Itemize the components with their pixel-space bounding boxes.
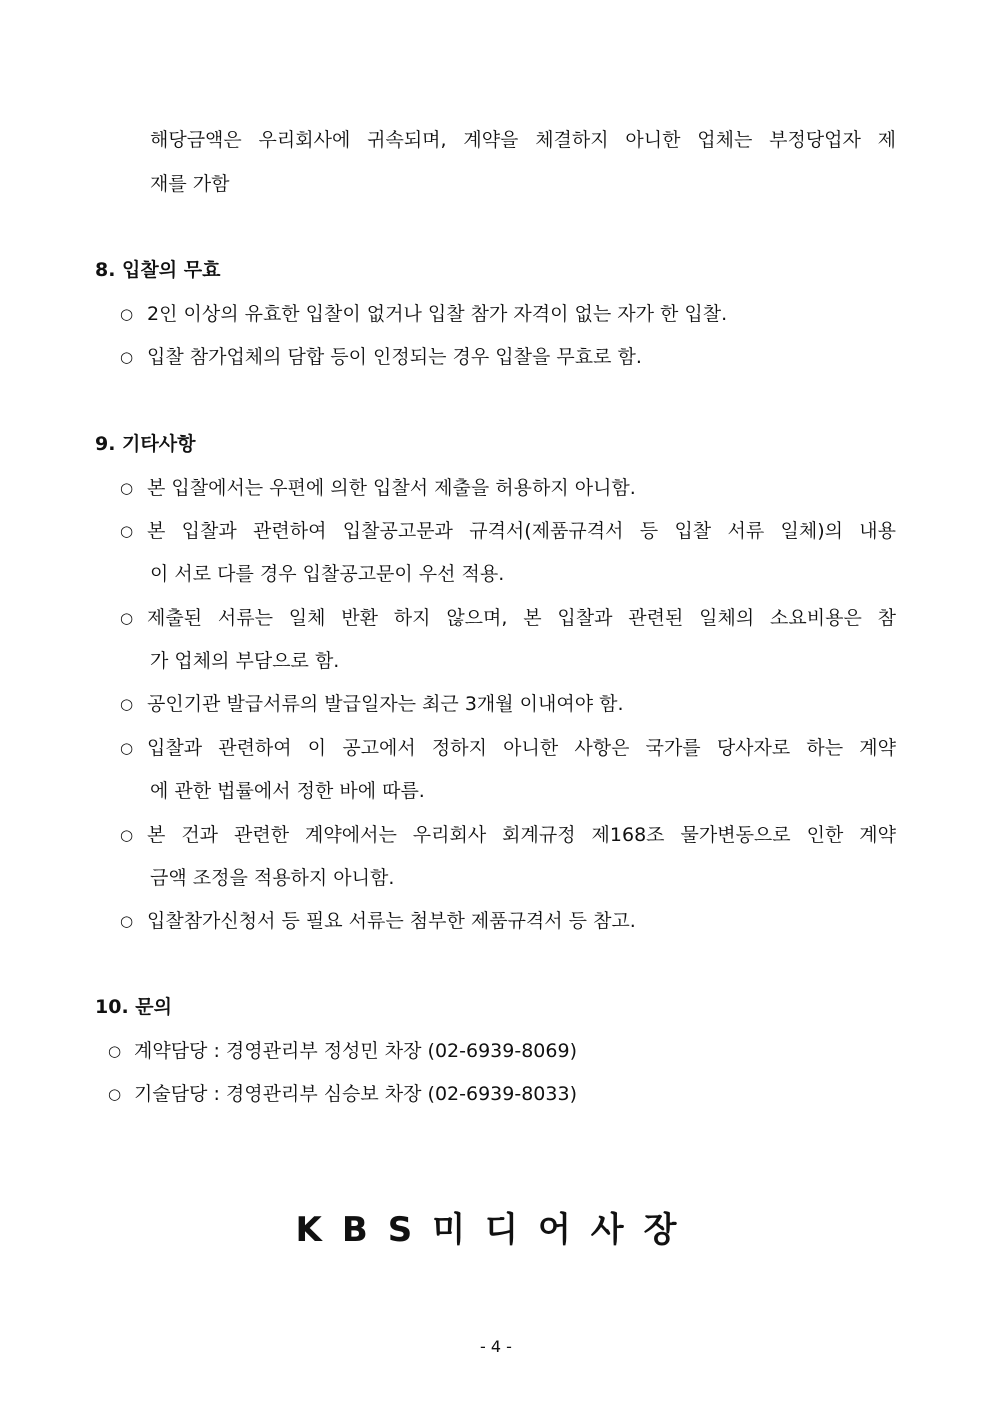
section-9-heading: 9. 기타사항 — [95, 433, 196, 455]
intro-line-2: 재를 가함 — [150, 173, 230, 195]
section-9-item-4: 공인기관 발급서류의 발급일자는 최근 3개월 이내여야 함. — [147, 693, 624, 715]
section-9-item-2-line-1: 본 입찰과 관련하여 입찰공고문과 규격서(제품규격서 등 입찰 서류 일체)의 내용 — [147, 520, 896, 542]
section-8-heading: 8. 입찰의 무효 — [95, 259, 221, 281]
section-9-item-1: 본 입찰에서는 우편에 의한 입찰서 제출을 허용하지 아니함. — [147, 477, 636, 499]
contact-contract: 계약담당 : 경영관리부 정성민 차장 (02-6939-8069) — [134, 1040, 577, 1062]
bullet-icon: ○ — [120, 695, 134, 713]
section-9-item-6-line-1: 본 건과 관련한 계약에서는 우리회사 회계규정 제168조 물가변동으로 인한 계약 — [147, 824, 896, 846]
bullet-icon: ○ — [120, 826, 134, 844]
bullet-icon: ○ — [120, 522, 134, 540]
bullet-icon: ○ — [120, 609, 134, 627]
bullet-icon: ○ — [108, 1085, 122, 1103]
section-9-item-5-line-2: 에 관한 법률에서 정한 바에 따름. — [150, 780, 425, 802]
bullet-icon: ○ — [120, 305, 134, 323]
section-9-item-2-line-2: 이 서로 다를 경우 입찰공고문이 우선 적용. — [150, 563, 505, 585]
section-9-item-5-line-1: 입찰과 관련하여 이 공고에서 정하지 아니한 사항은 국가를 당사자로 하는 계약 — [147, 737, 896, 759]
section-9-item-3-line-1: 제출된 서류는 일체 반환 하지 않으며, 본 입찰과 관련된 일체의 소요비용은 참 — [147, 607, 896, 629]
bullet-icon: ○ — [120, 912, 134, 930]
bullet-icon: ○ — [120, 479, 134, 497]
bullet-icon: ○ — [120, 348, 134, 366]
section-9-item-6-line-2: 금액 조정을 적용하지 아니함. — [150, 867, 395, 889]
section-8-item-2: 입찰 참가업체의 담합 등이 인정되는 경우 입찰을 무효로 함. — [147, 346, 642, 368]
contact-technical: 기술담당 : 경영관리부 심승보 차장 (02-6939-8033) — [134, 1083, 577, 1105]
bullet-icon: ○ — [108, 1042, 122, 1060]
signature-title: KBS미디어사장 — [295, 1210, 697, 1250]
section-9-item-7: 입찰참가신청서 등 필요 서류는 첨부한 제품규격서 등 참고. — [147, 910, 636, 932]
bullet-icon: ○ — [120, 739, 134, 757]
page-number: - 4 - — [480, 1337, 512, 1356]
section-8-item-1: 2인 이상의 유효한 입찰이 없거나 입찰 참가 자격이 없는 자가 한 입찰. — [147, 303, 728, 325]
intro-line-1: 해당금액은 우리회사에 귀속되며, 계약을 체결하지 아니한 업체는 부정당업자 제 — [150, 129, 896, 151]
section-10-heading: 10. 문의 — [95, 996, 172, 1018]
section-9-item-3-line-2: 가 업체의 부담으로 함. — [150, 650, 340, 672]
